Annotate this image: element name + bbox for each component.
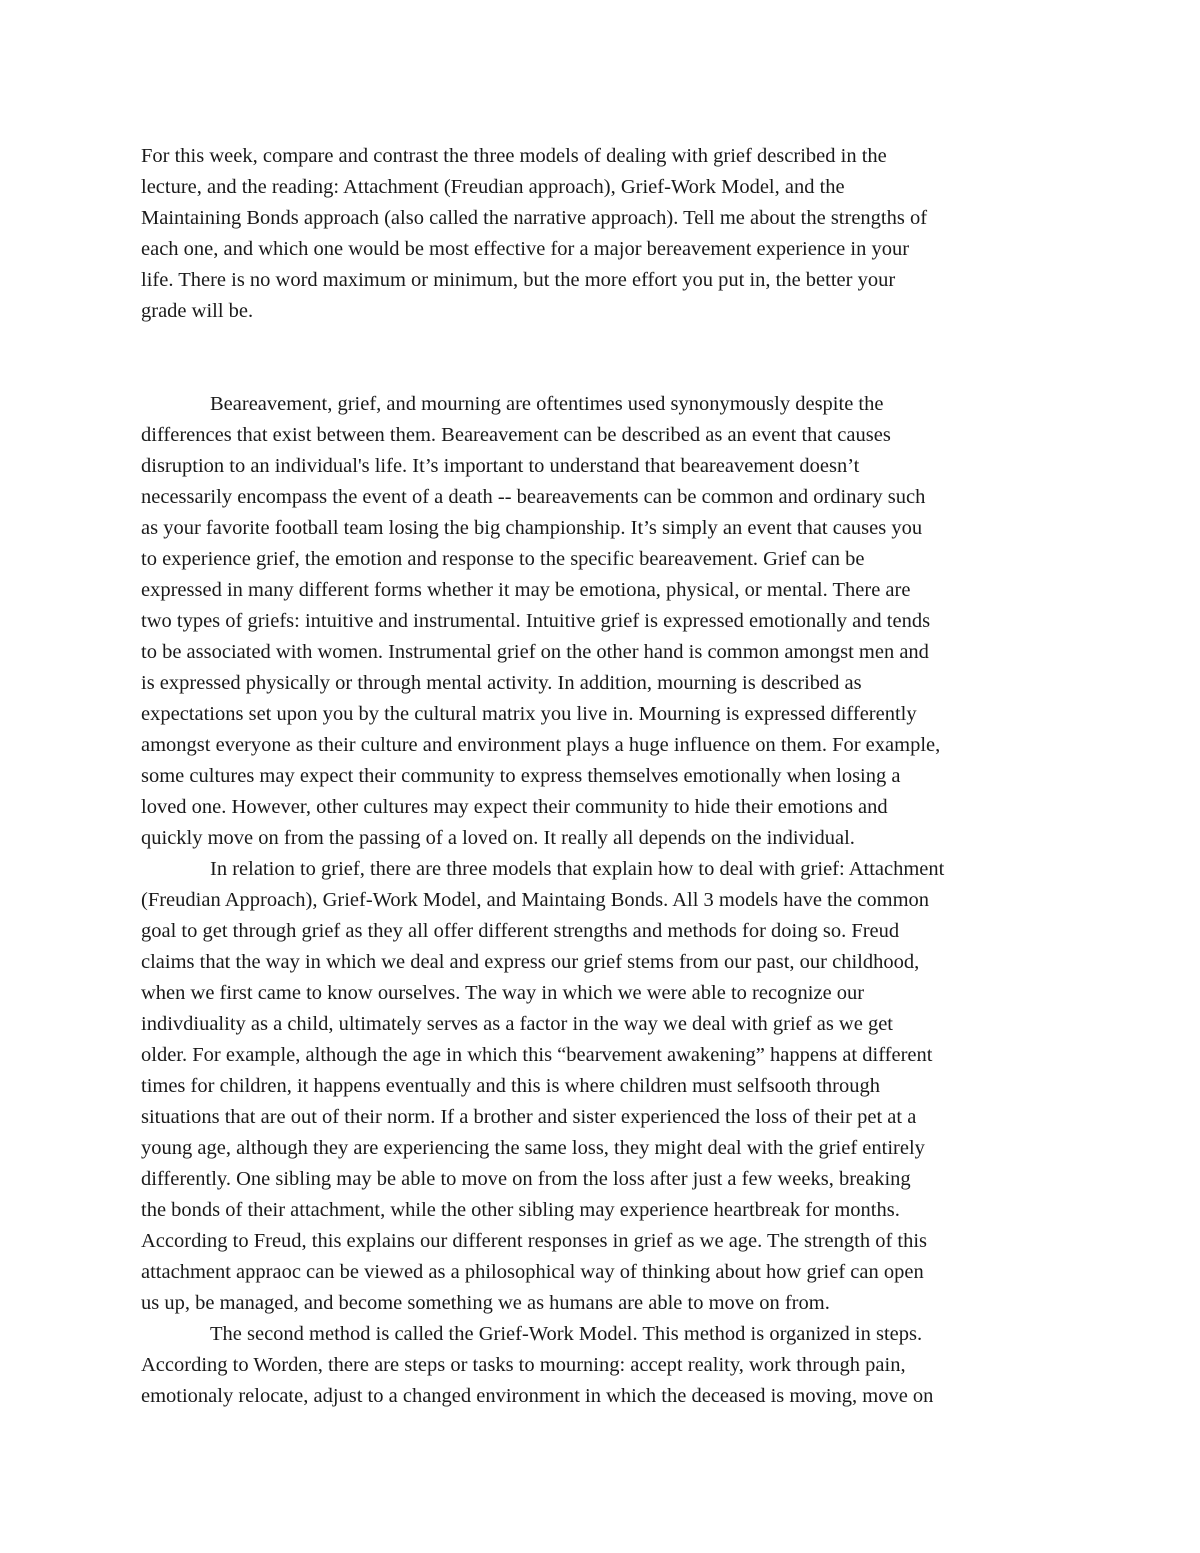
essay-line: attachment appraoc can be viewed as a philosophical way of thinking about how grief can open [141,1261,924,1283]
essay-paragraph-start: In relation to grief, there are three models that explain how to deal with grief: Attachment [210,858,945,880]
prompt-line: Maintaining Bonds approach (also called the narrative approach). Tell me about the strengths of [141,207,928,229]
essay-line: is expressed physically or through mental activity. In addition, mourning is described as [141,672,862,694]
prompt-line: grade will be. [141,300,254,322]
essay-line: According to Worden, there are steps or tasks to mourning: accept reality, work through pain, [141,1354,906,1376]
essay-line: quickly move on from the passing of a loved on. It really all depends on the individual. [141,827,855,849]
essay-line: disruption to an individual's life. It’s important to understand that beareavement doesn’t [141,455,860,477]
essay-line: as your favorite football team losing the big championship. It’s simply an event that causes you [141,517,923,539]
essay-line: expectations set upon you by the cultural matrix you live in. Mourning is expressed differently [141,703,917,725]
essay-line: emotionaly relocate, adjust to a changed environment in which the deceased is moving, move on [141,1385,934,1407]
essay-line: us up, be managed, and become something we as humans are able to move on from. [141,1292,830,1314]
essay-line: two types of griefs: intuitive and instrumental. Intuitive grief is expressed emotionally and tends [141,610,931,632]
essay-line: loved one. However, other cultures may expect their community to hide their emotions and [141,796,888,818]
essay-line: when we first came to know ourselves. The way in which we were able to recognize our [141,982,865,1004]
essay-line: indivdiuality as a child, ultimately serves as a factor in the way we deal with grief as we get [141,1013,893,1035]
essay-line: necessarily encompass the event of a death -- beareavements can be common and ordinary such [141,486,926,508]
essay-line: times for children, it happens eventually and this is where children must selfsooth through [141,1075,880,1097]
essay-body [141,389,1071,1412]
essay-line: claims that the way in which we deal and express our grief stems from our past, our childhood, [141,951,920,973]
essay-line: older. For example, although the age in which this “bearvement awakening” happens at different [141,1044,933,1066]
essay-line: differently. One sibling may be able to move on from the loss after just a few weeks, breaking [141,1168,911,1190]
essay-paragraph-start: Beareavement, grief, and mourning are oftentimes used synonymously despite the [210,393,884,415]
essay-line: situations that are out of their norm. If a brother and sister experienced the loss of their pet at a [141,1106,917,1128]
essay-line: amongst everyone as their culture and environment plays a huge influence on them. For example, [141,734,941,756]
essay-line: to experience grief, the emotion and response to the specific beareavement. Grief can be [141,548,865,570]
prompt-line: lecture, and the reading: Attachment (Freudian approach), Grief-Work Model, and the [141,176,845,198]
essay-paragraph-start: The second method is called the Grief-Work Model. This method is organized in steps. [210,1323,923,1345]
assignment-prompt [141,141,1071,327]
prompt-line: life. There is no word maximum or minimum, but the more effort you put in, the better your [141,269,896,291]
prompt-line: each one, and which one would be most effective for a major bereavement experience in your [141,238,910,260]
essay-line: the bonds of their attachment, while the other sibling may experience heartbreak for months. [141,1199,900,1221]
essay-line: expressed in many different forms whether it may be emotiona, physical, or mental. There are [141,579,911,601]
essay-line: to be associated with women. Instrumental grief on the other hand is common amongst men and [141,641,929,663]
essay-line: some cultures may expect their community to express themselves emotionally when losing a [141,765,901,787]
essay-line: goal to get through grief as they all offer different strengths and methods for doing so. Freud [141,920,900,942]
essay-line: differences that exist between them. Beareavement can be described as an event that causes [141,424,891,446]
essay-line: According to Freud, this explains our different responses in grief as we age. The strength of this [141,1230,928,1252]
essay-line: (Freudian Approach), Grief-Work Model, and Maintaing Bonds. All 3 models have the common [141,889,930,911]
essay-line: young age, although they are experiencing the same loss, they might deal with the grief entirely [141,1137,925,1159]
prompt-line: For this week, compare and contrast the three models of dealing with grief described in the [141,145,887,167]
